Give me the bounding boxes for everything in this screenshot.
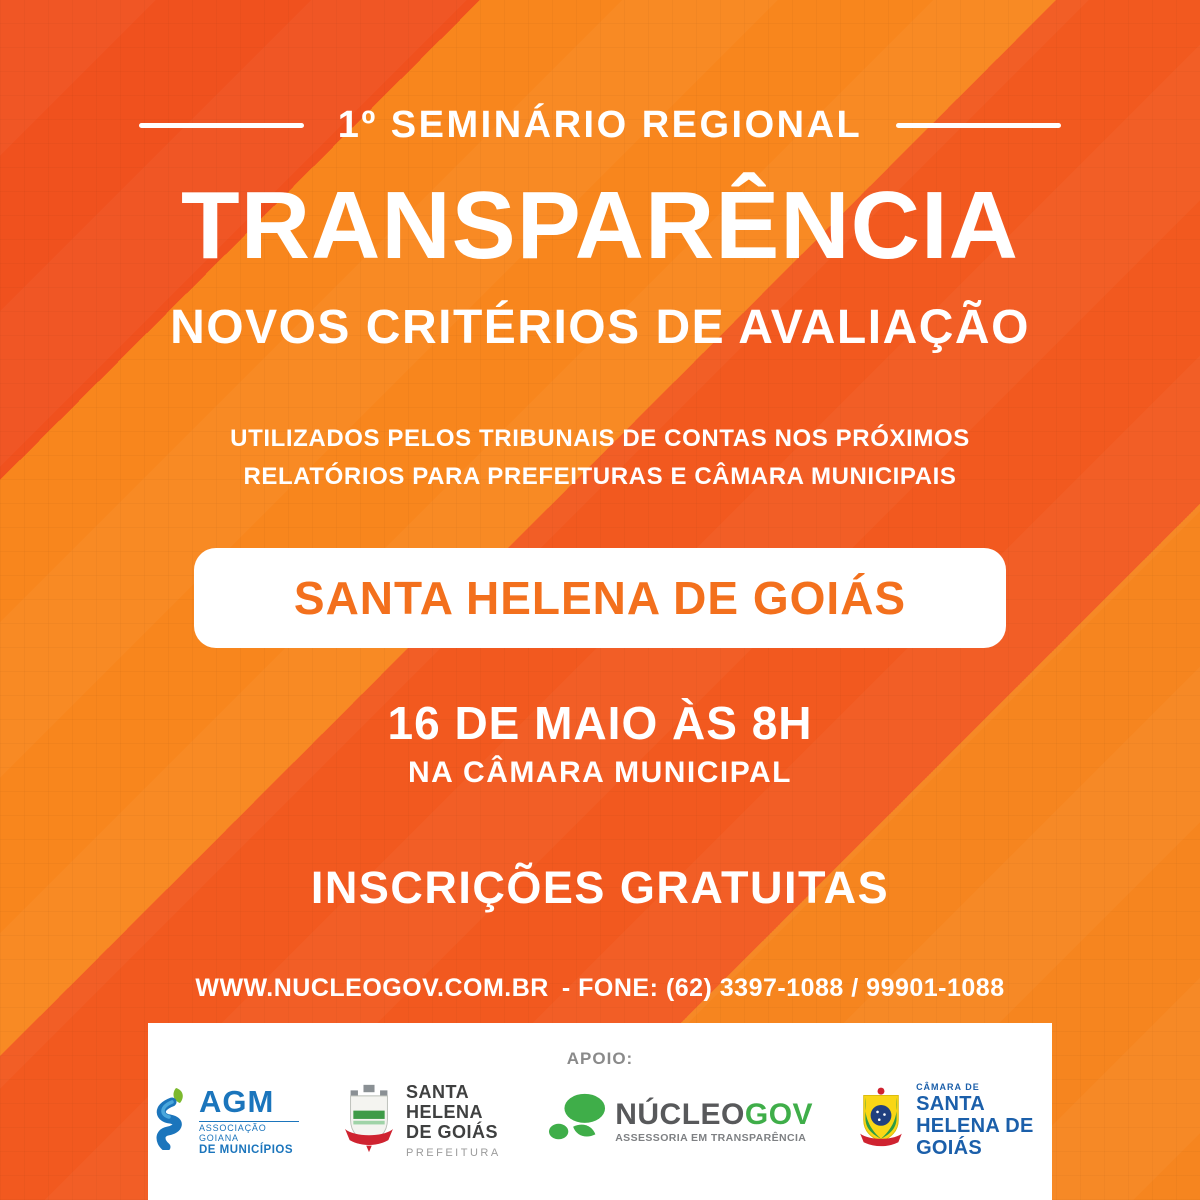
kicker-rule-left [139,123,304,128]
description-line-2: RELATÓRIOS PARA PREFEITURAS E CÂMARA MUNICIPAIS [243,463,957,490]
poster-title: TRANSPARÊNCIA [181,172,1019,279]
kicker [0,104,1200,147]
prefeitura-crest-icon [341,1083,397,1158]
description-line-1: UTILIZADOS PELOS TRIBUNAIS DE CONTAS NOS PRÓXIMOS [230,425,970,452]
agm-subtitle-2: DE MUNICÍPIOS [199,1144,294,1157]
event-date: 16 DE MAIO ÀS 8H [387,697,813,749]
logos-row [148,1083,1052,1159]
camara-name-line-2: HELENA DE GOIÁS [916,1114,1034,1159]
nucleogov-name-part-1: NÚCLEO [615,1097,745,1131]
kicker-rule-right [896,123,1061,128]
prefeitura-name-line-2: DE GOIÁS [406,1121,499,1142]
city-badge [194,548,1006,648]
nucleogov-subtitle: ASSESSORIA EM TRANSPARÊNCIA [615,1131,807,1144]
nucleogov-name-part-2: GOV [744,1097,814,1131]
camara-subtitle: CÂMARA DE [916,1082,980,1092]
camara-logo [855,1083,1052,1159]
city-badge-label: SANTA HELENA DE GOIÁS [293,572,907,624]
camara-crest-icon [855,1083,907,1158]
contact-line [0,974,1200,1003]
poster-subtitle: NOVOS CRITÉRIOS DE AVALIAÇÃO [170,301,1030,354]
agm-ribbon-icon [148,1086,190,1155]
nucleogov-leaves-icon [548,1091,606,1150]
agm-name: AGM [199,1084,275,1120]
support-label: APOIO: [566,1049,634,1068]
website-url: WWW.NUCLEOGOV.COM.BR [195,974,549,1002]
agm-divider [199,1121,299,1122]
nucleogov-logo [548,1091,813,1150]
agm-logo [148,1085,299,1157]
prefeitura-name-line-1: SANTA HELENA [406,1082,484,1122]
registration-note: INSCRIÇÕES GRATUITAS [310,862,890,913]
phone-numbers: - FONE: (62) 3397-1088 / 99901-1088 [561,974,1005,1002]
footer-panel [148,1023,1052,1200]
prefeitura-logo [341,1083,506,1158]
camara-name-line-1: SANTA [916,1092,985,1115]
agm-subtitle-1: ASSOCIAÇÃO GOIANA [199,1123,267,1144]
kicker-text: 1º SEMINÁRIO REGIONAL [337,104,863,146]
nucleogov-name [615,1098,813,1131]
prefeitura-subtitle: PREFEITURA [406,1146,501,1159]
event-place: NA CÂMARA MUNICIPAL [407,756,793,789]
poster-description [0,420,1200,496]
